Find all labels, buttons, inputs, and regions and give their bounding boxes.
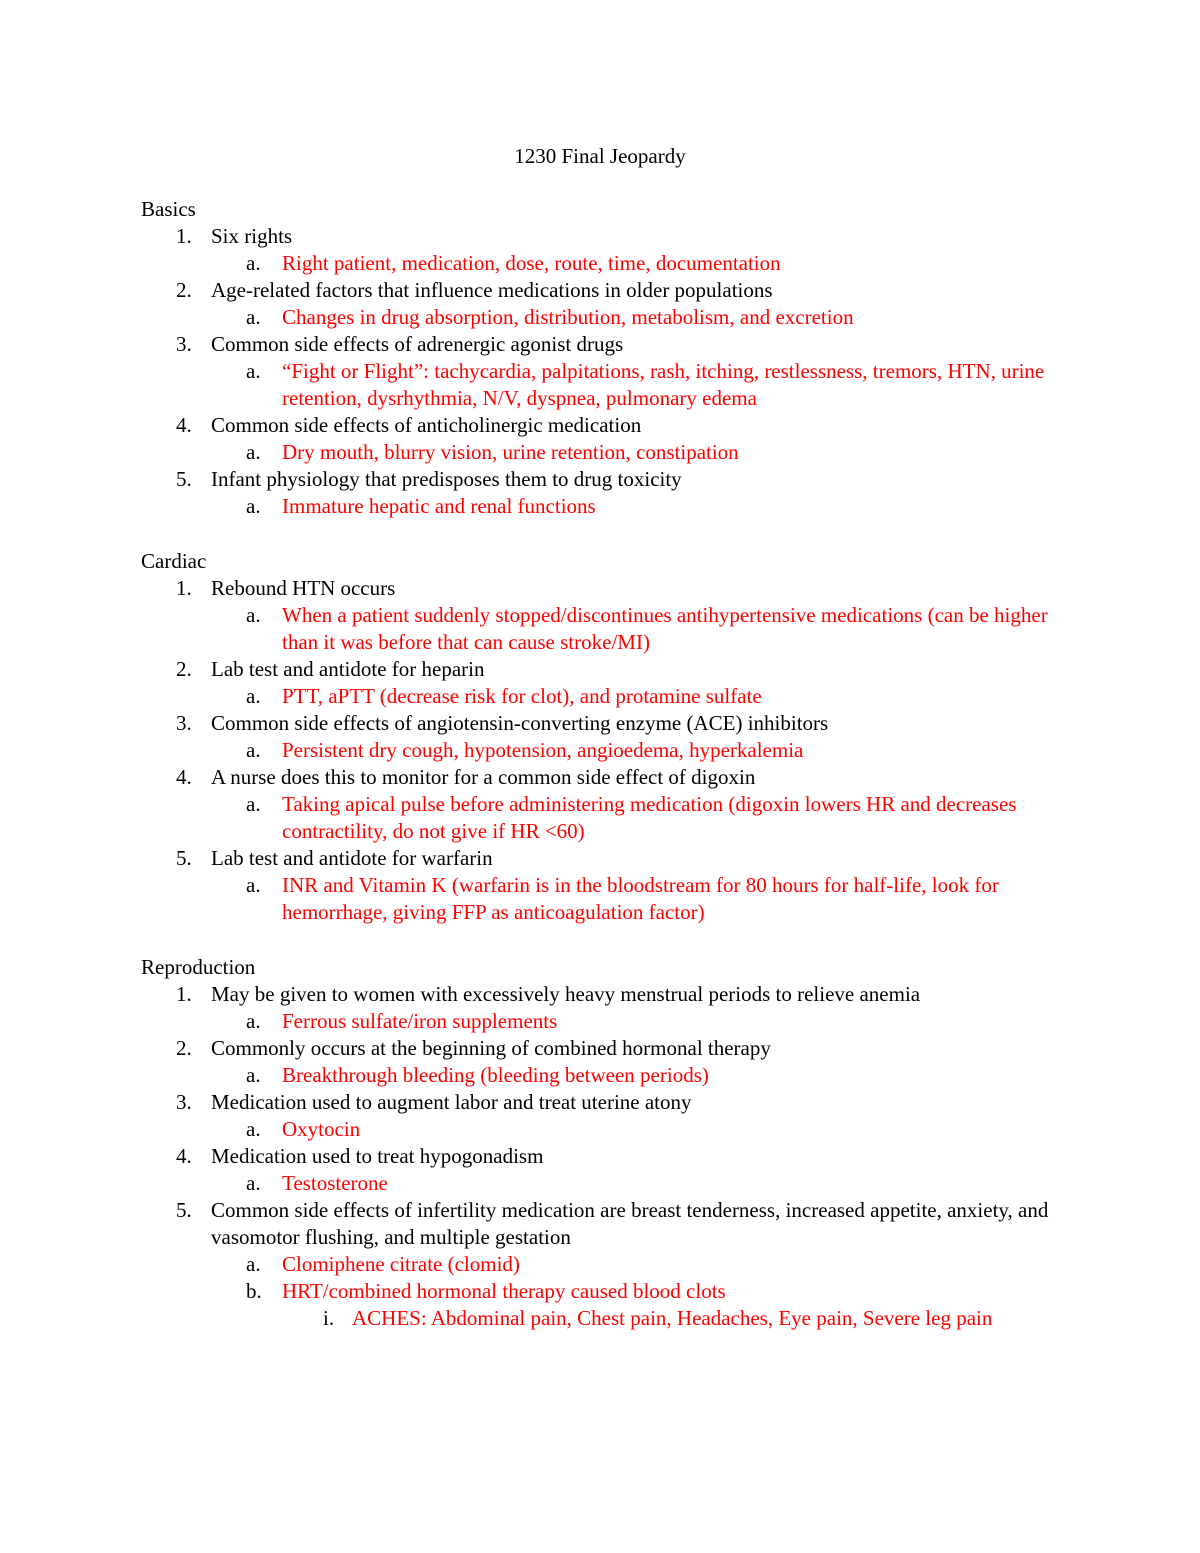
answer-text: Testosterone xyxy=(282,1171,388,1195)
question-item xyxy=(141,1197,1071,1251)
answer-text: Ferrous sulfate/iron supplements xyxy=(282,1009,558,1033)
question-text: May be given to women with excessively heavy menstrual periods to relieve anemia xyxy=(211,982,921,1006)
section-heading: Reproduction xyxy=(141,955,256,979)
question-item xyxy=(141,1035,1071,1062)
answer-marker: a. xyxy=(246,738,261,762)
answer-item xyxy=(141,1008,1071,1035)
question-item xyxy=(141,981,1071,1008)
answer-marker: a. xyxy=(246,873,261,897)
answer-marker: a. xyxy=(246,1117,261,1141)
section-heading: Basics xyxy=(141,197,196,221)
answer-text: Persistent dry cough, hypotension, angioedema, hyperkalemia xyxy=(282,738,804,762)
answer-item xyxy=(141,791,1071,845)
answer-text: Clomiphene citrate (clomid) xyxy=(282,1252,520,1276)
answer-item xyxy=(141,439,1071,466)
section-reproduction xyxy=(141,954,1071,1332)
question-item xyxy=(141,764,1071,791)
question-item xyxy=(141,331,1071,358)
question-number: 4. xyxy=(176,1144,192,1168)
answer-item xyxy=(141,683,1071,710)
answer-item xyxy=(141,602,1071,656)
question-number: 2. xyxy=(176,1036,192,1060)
answer-item xyxy=(141,358,1071,412)
question-text: Medication used to augment labor and treat uterine atony xyxy=(211,1090,692,1114)
section-cardiac xyxy=(141,548,1071,926)
answer-text: Oxytocin xyxy=(282,1117,361,1141)
question-item xyxy=(141,412,1071,439)
question-item xyxy=(141,1143,1071,1170)
question-number: 2. xyxy=(176,278,192,302)
question-number: 3. xyxy=(176,711,192,735)
question-text: Commonly occurs at the beginning of combined hormonal therapy xyxy=(211,1036,771,1060)
question-text: Common side effects of anticholinergic medication xyxy=(211,413,642,437)
question-text: A nurse does this to monitor for a common side effect of digoxin xyxy=(211,765,756,789)
answer-text: Right patient, medication, dose, route, time, documentation xyxy=(282,251,781,275)
question-text: Common side effects of angiotensin-converting enzyme (ACE) inhibitors xyxy=(211,711,829,735)
question-number: 1. xyxy=(176,576,192,600)
answer-text: Breakthrough bleeding (bleeding between periods) xyxy=(282,1063,709,1087)
question-item xyxy=(141,575,1071,602)
answer-item xyxy=(141,1170,1071,1197)
question-number: 5. xyxy=(176,467,192,491)
answer-text: Taking apical pulse before administering medication (digoxin lowers HR and decreases contractility, do not give if HR <60) xyxy=(282,792,1017,843)
question-number: 4. xyxy=(176,413,192,437)
sub-answer-marker: i. xyxy=(323,1306,335,1330)
answer-item xyxy=(141,493,1071,520)
answer-text: HRT/combined hormonal therapy caused blood clots xyxy=(282,1279,726,1303)
document-title: 1230 Final Jeopardy xyxy=(514,144,686,168)
question-item xyxy=(141,277,1071,304)
question-number: 5. xyxy=(176,1198,192,1222)
answer-text: Immature hepatic and renal functions xyxy=(282,494,596,518)
answer-text: “Fight or Flight”: tachycardia, palpitations, rash, itching, restlessness, tremors, HTN, urine retention, dysrhythmia, N/V, dyspnea, pulmonary edema xyxy=(282,359,1045,410)
question-text: Common side effects of infertility medication are breast tenderness, increased appetite, anxiety, and vasomotor flushing, and multiple gestation xyxy=(211,1198,1049,1249)
answer-marker: a. xyxy=(246,1252,261,1276)
question-text: Common side effects of adrenergic agonist drugs xyxy=(211,332,624,356)
answer-marker: a. xyxy=(246,792,261,816)
question-number: 5. xyxy=(176,846,192,870)
question-number: 1. xyxy=(176,224,192,248)
question-text: Age-related factors that influence medications in older populations xyxy=(211,278,773,302)
answer-item xyxy=(141,1062,1071,1089)
section-heading: Cardiac xyxy=(141,549,207,573)
question-text: Lab test and antidote for warfarin xyxy=(211,846,493,870)
answer-item xyxy=(141,1116,1071,1143)
answer-item xyxy=(141,872,1071,926)
answer-marker: a. xyxy=(246,359,261,383)
answer-text: Dry mouth, blurry vision, urine retention, constipation xyxy=(282,440,739,464)
answer-text: INR and Vitamin K (warfarin is in the bloodstream for 80 hours for half-life, look for hemorrhage, giving FFP as anticoagulation factor) xyxy=(282,873,999,924)
question-item xyxy=(141,845,1071,872)
question-item xyxy=(141,1089,1071,1116)
question-number: 3. xyxy=(176,332,192,356)
question-text: Infant physiology that predisposes them to drug toxicity xyxy=(211,467,682,491)
question-text: Rebound HTN occurs xyxy=(211,576,396,600)
answer-marker: b. xyxy=(246,1279,262,1303)
question-number: 1. xyxy=(176,982,192,1006)
answer-marker: a. xyxy=(246,1009,261,1033)
answer-text: PTT, aPTT (decrease risk for clot), and protamine sulfate xyxy=(282,684,762,708)
answer-marker: a. xyxy=(246,603,261,627)
section-basics xyxy=(141,196,1071,520)
question-item xyxy=(141,223,1071,250)
question-item xyxy=(141,656,1071,683)
answer-item xyxy=(141,737,1071,764)
question-text: Lab test and antidote for heparin xyxy=(211,657,485,681)
question-item xyxy=(141,710,1071,737)
answer-item xyxy=(141,1251,1071,1278)
answer-text: Changes in drug absorption, distribution, metabolism, and excretion xyxy=(282,305,854,329)
question-text: Medication used to treat hypogonadism xyxy=(211,1144,544,1168)
answer-text: When a patient suddenly stopped/discontinues antihypertensive medications (can be higher than it was before that can cause stroke/MI) xyxy=(282,603,1048,654)
question-number: 3. xyxy=(176,1090,192,1114)
answer-marker: a. xyxy=(246,684,261,708)
answer-marker: a. xyxy=(246,440,261,464)
answer-item xyxy=(141,1278,1071,1305)
sub-answer-text: ACHES: Abdominal pain, Chest pain, Headaches, Eye pain, Severe leg pain xyxy=(352,1306,993,1330)
answer-marker: a. xyxy=(246,1063,261,1087)
answer-marker: a. xyxy=(246,305,261,329)
question-item xyxy=(141,466,1071,493)
question-text: Six rights xyxy=(211,224,293,248)
question-number: 4. xyxy=(176,765,192,789)
answer-item xyxy=(141,304,1071,331)
sub-answer-item xyxy=(141,1305,1071,1332)
question-number: 2. xyxy=(176,657,192,681)
answer-marker: a. xyxy=(246,494,261,518)
answer-marker: a. xyxy=(246,1171,261,1195)
answer-marker: a. xyxy=(246,251,261,275)
answer-item xyxy=(141,250,1071,277)
